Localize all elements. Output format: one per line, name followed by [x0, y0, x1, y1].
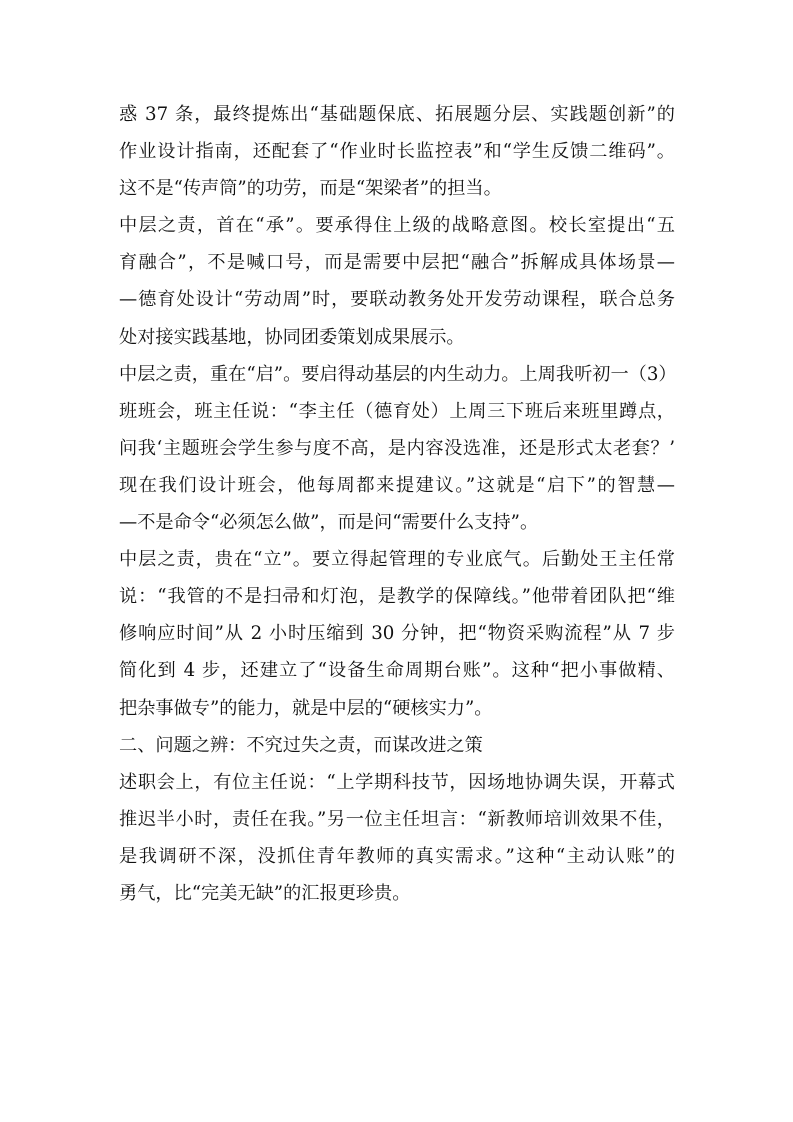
text-line: 勇气，比“完美无缺”的汇报更珍贵。	[119, 882, 411, 904]
text-line: 述职会上，有位主任说：“上学期科技节，因场地协调失误，开幕式	[119, 771, 675, 793]
text-line: —德育处设计“劳动周”时，要联动教务处开发劳动课程，联合总务	[119, 289, 675, 311]
text-line: 班班会，班主任说：“李主任（德育处）上周三下班后来班里蹲点，	[119, 400, 675, 422]
text-line: 把杂事做专”的能力，就是中层的“硬核实力”。	[119, 697, 493, 719]
text-line: 修响应时间”从 2 小时压缩到 30 分钟，把“物资采购流程”从 7 步	[119, 623, 675, 645]
text-line: 问我‘主题班会学生参与度不高，是内容没选准，还是形式太老套？’	[119, 437, 675, 459]
text-line: 说：“我管的不是扫帚和灯泡，是教学的保障线。”他带着团队把“维	[119, 586, 675, 608]
text-line: 惑 37 条，最终提炼出“基础题保底、拓展题分层、实践题创新”的	[119, 104, 675, 125]
section-heading: 二、问题之辨：不究过失之责，而谋改进之策	[119, 734, 483, 756]
body-text	[119, 96, 675, 912]
text-line: 中层之责，首在“承”。要承得住上级的战略意图。校长室提出“五	[119, 215, 675, 237]
text-line: 处对接实践基地，协同团委策划成果展示。	[119, 326, 465, 348]
text-line: 中层之责，重在“启”。要启得动基层的内生动力。上周我听初一（3）	[119, 363, 677, 385]
text-line: —不是命令“必须怎么做”，而是问“需要什么支持”。	[119, 512, 539, 534]
text-line: 简化到 4 步，还建立了“设备生命周期台账”。这种“把小事做精、	[119, 660, 675, 682]
text-line: 作业设计指南，还配套了“作业时长监控表”和“学生反馈二维码”。	[119, 141, 675, 163]
text-line: 这不是“传声筒”的功劳，而是“架梁者”的担当。	[119, 178, 502, 200]
text-line: 现在我们设计班会，他每周都来提建议。”这就是“启下”的智慧—	[119, 474, 675, 496]
text-line: 中层之责，贵在“立”。要立得起管理的专业底气。后勤处王主任常	[119, 549, 675, 571]
text-line: 推迟半小时，责任在我。”另一位主任坦言：“新教师培训效果不佳，	[119, 808, 675, 830]
text-line: 育融合”，不是喊口号，而是需要中层把“融合”拆解成具体场景—	[119, 252, 675, 274]
text-line: 是我调研不深，没抓住青年教师的真实需求。”这种“主动认账”的	[119, 845, 675, 867]
